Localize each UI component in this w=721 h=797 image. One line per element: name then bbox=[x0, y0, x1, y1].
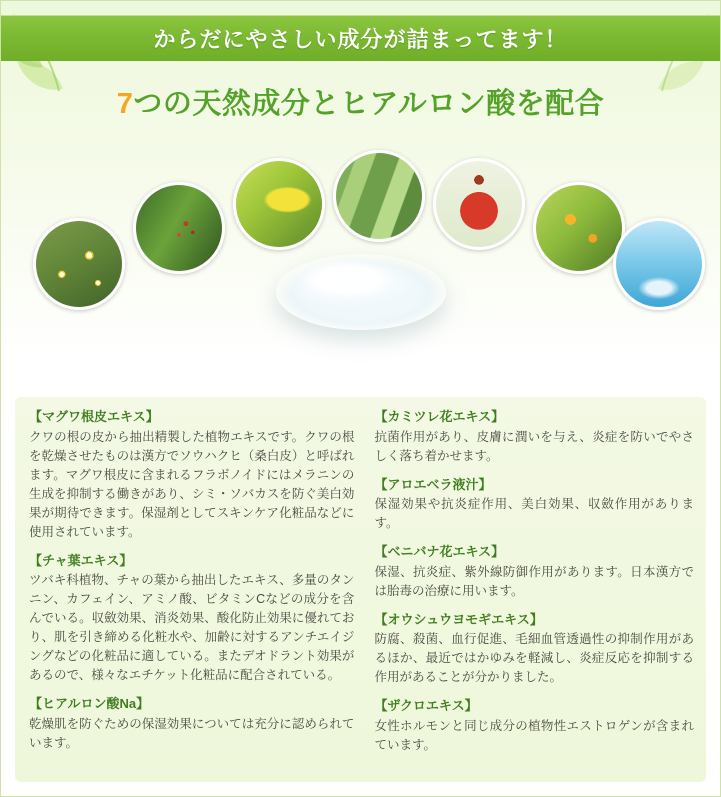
ingredient-body: 保湿、抗炎症、紫外線防御作用があります。日本漢方では胎毒の治療に用います。 bbox=[374, 564, 694, 598]
subtitle-number: 7 bbox=[116, 88, 134, 120]
ingredient-body: 女性ホルモンと同じ成分の植物性エストロゲンが含まれています。 bbox=[374, 718, 694, 752]
list-item bbox=[29, 694, 354, 753]
ingredient-column-right bbox=[368, 407, 694, 772]
list-item bbox=[374, 610, 694, 688]
ingredient-body: ツバキ科植物、チャの葉から抽出したエキス、多量のタンニン、カフェイン、アミノ酸、ビタミンCなどの成分を含んでいる。収斂効果、消炎効果、酸化防止効果に優れており、肌を引き締める化粧水や、加齢に対するアンチエイジングなどの化粧品に適している。またデオドラント効果があるので、様々なエチケット化粧品に配合されている。 bbox=[29, 573, 355, 682]
mulberry-berry-photo bbox=[133, 182, 225, 274]
list-item bbox=[374, 407, 694, 466]
ingredient-title: 【カミツレ花エキス】 bbox=[374, 409, 505, 424]
header-band bbox=[1, 15, 720, 61]
safflower-plant-photo bbox=[533, 182, 625, 274]
ingredient-body: 保湿効果や抗炎症作用、美白効果、収斂作用があります。 bbox=[374, 497, 694, 530]
ingredient-description-panel bbox=[15, 397, 706, 782]
ingredient-title: 【ヒアルロン酸Na】 bbox=[29, 696, 150, 711]
chamomile-flower-photo bbox=[33, 218, 125, 310]
water-drop-graphic bbox=[276, 254, 446, 330]
ingredient-column-left bbox=[29, 407, 354, 772]
page-subtitle bbox=[1, 81, 720, 122]
ingredient-title: 【チャ葉エキス】 bbox=[29, 552, 133, 568]
water-splash-photo bbox=[613, 218, 705, 310]
ingredient-title: 【オウシュウヨモギエキス】 bbox=[374, 611, 543, 627]
ingredient-body: 乾燥肌を防ぐための保湿効果については充分に認められています。 bbox=[29, 716, 355, 750]
subtitle-middle: つの天然成分 bbox=[133, 88, 311, 120]
ingredient-title: 【ベニバナ花エキス】 bbox=[374, 544, 505, 559]
list-item bbox=[374, 696, 694, 755]
ingredient-body: 防腐、殺菌、血行促進、毛細血管透過性の抑制作用があるほか、最近ではかゆみを軽減し、炎症反応を抑制する作用があることが分かりました。 bbox=[374, 632, 694, 684]
aloe-leaf-photo bbox=[333, 150, 425, 242]
ingredient-photo-arc bbox=[1, 132, 720, 367]
ingredient-body: 抗菌作用があり、皮膚に潤いを与え、炎症を防いでやさしく落ち着かせます。 bbox=[374, 429, 694, 463]
page-title: からだにやさしい成分が詰まってます！ bbox=[153, 26, 568, 52]
yellow-leaf-photo bbox=[233, 158, 325, 250]
ingredient-body: クワの根の皮から抽出精製した植物エキスです。クワの根を乾燥させたものは漢方でソウハクヒ（桑白皮）と呼ばれます。マグワ根皮に含まれるフラボノイドにはメラニンの生成を抑制する働きがあり、シミ・ソバカスを防ぐ美白効果が期待できます。保湿剤としてスキンケア化粧品などに使用されています。 bbox=[29, 429, 355, 539]
subtitle-tail: とヒアルロン酸を配合 bbox=[310, 88, 605, 120]
ingredient-title: 【マグワ根皮エキス】 bbox=[29, 409, 159, 424]
list-item bbox=[374, 542, 694, 601]
list-item bbox=[29, 551, 354, 686]
ingredient-title: 【アロエベラ液汁】 bbox=[374, 476, 492, 492]
list-item bbox=[374, 475, 694, 534]
ingredient-title: 【ザクロエキス】 bbox=[374, 698, 478, 713]
pomegranate-fruit-photo bbox=[433, 158, 525, 250]
list-item bbox=[29, 407, 354, 542]
